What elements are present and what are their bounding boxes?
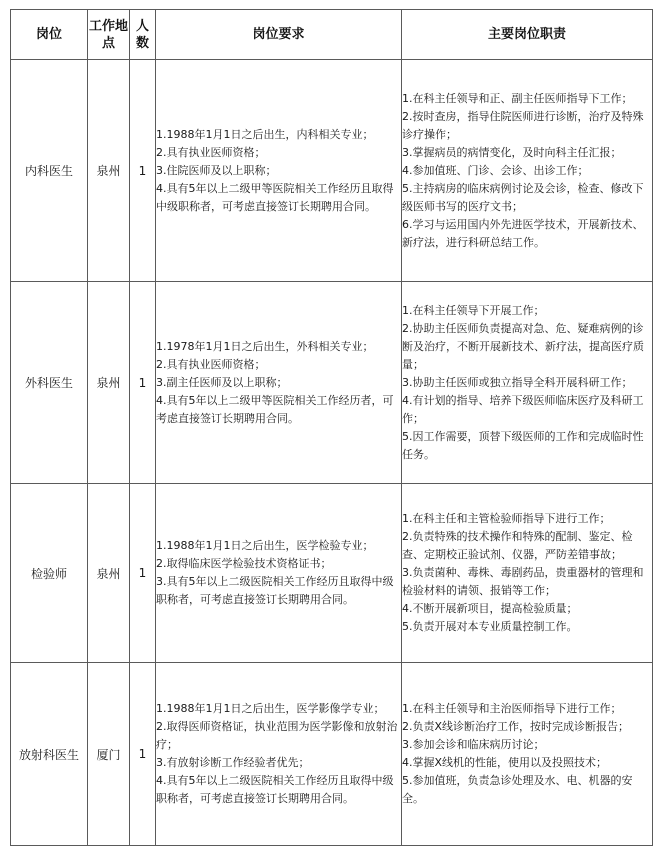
- duty-item: 4.有计划的指导、培养下级医师临床医疗及科研工作；: [402, 393, 644, 425]
- table-row: [11, 60, 653, 282]
- duties-list: [402, 700, 652, 808]
- duty-item: 2.负责X线诊断治疗工作，按时完成诊断报告；: [402, 720, 630, 733]
- cell-duties: [402, 60, 653, 282]
- cell-position: 内科医生: [11, 60, 88, 282]
- cell-count: 1: [130, 60, 156, 282]
- duties-list: [402, 510, 652, 636]
- duty-item: 5.参加值班，负责急诊处理及水、电、机器的安全。: [402, 774, 633, 805]
- requirement-item: 3.有放射诊断工作经验者优先；: [156, 756, 310, 769]
- requirements-list: [156, 126, 401, 216]
- cell-position: 检验师: [11, 484, 88, 663]
- cell-duties: [402, 484, 653, 663]
- cell-position: 放射科医生: [11, 663, 88, 846]
- table-row: [11, 282, 653, 484]
- requirement-item: 1.1988年1月1日之后出生，内科相关专业；: [156, 127, 374, 141]
- cell-duties: [402, 282, 653, 484]
- requirement-item: 4.具有5年以上二级医院相关工作经历且取得中级职称者，可考虑直接签订长期聘用合同。: [156, 774, 394, 805]
- cell-location: 泉州: [88, 60, 130, 282]
- table-row: [11, 663, 653, 846]
- header-count: 人数: [130, 10, 156, 60]
- duty-item: 3.掌握病员的病情变化，及时向科主任汇报；: [402, 145, 622, 159]
- duty-item: 1.在科主任领导和正、副主任医师指导下工作；: [402, 91, 633, 105]
- duties-list: [402, 90, 652, 252]
- cell-position: 外科医生: [11, 282, 88, 484]
- requirement-item: 2.具有执业医师资格；: [156, 357, 266, 371]
- cell-requirements: [156, 663, 402, 846]
- requirement-item: 3.具有5年以上二级医院相关工作经历且取得中级职称者，可考虑直接签订长期聘用合同。: [156, 575, 394, 606]
- requirement-item: 1.1988年1月1日之后出生，医学检验专业；: [156, 539, 374, 552]
- duty-item: 3.参加会诊和临床病历讨论；: [402, 738, 545, 751]
- duties-list: [402, 302, 652, 464]
- duty-item: 3.协助主任医师或独立指导全科开展科研工作；: [402, 375, 633, 389]
- cell-count: 1: [130, 663, 156, 846]
- requirements-list: [156, 700, 401, 808]
- duty-item: 2.按时查房，指导住院医师进行诊断，治疗及特殊诊疗操作；: [402, 109, 644, 141]
- duty-item: 4.不断开展新项目，提高检验质量；: [402, 602, 578, 615]
- requirement-item: 4.具有5年以上二级甲等医院相关工作经历且取得中级职称者，可考虑直接签订长期聘用合同。: [156, 181, 394, 213]
- cell-requirements: [156, 282, 402, 484]
- duty-item: 6.学习与运用国内外先进医学技术，开展新技术、新疗法，进行科研总结工作。: [402, 217, 644, 249]
- cell-location: 泉州: [88, 484, 130, 663]
- duty-item: 2.负责特殊的技术操作和特殊的配制、鉴定、检查、定期校正验试剂、仪器，严防差错事故；: [402, 530, 633, 561]
- duty-item: 5.因工作需要，顶替下级医师的工作和完成临时性任务。: [402, 429, 644, 461]
- header-position: 岗位: [11, 10, 88, 60]
- duty-item: 4.参加值班、门诊、会诊、出诊工作；: [402, 163, 589, 177]
- requirement-item: 4.具有5年以上二级甲等医院相关工作经历者，可考虑直接签订长期聘用合同。: [156, 393, 394, 425]
- requirement-item: 3.住院医师及以上职称；: [156, 163, 277, 177]
- requirement-item: 3.副主任医师及以上职称；: [156, 375, 288, 389]
- requirement-item: 1.1988年1月1日之后出生，医学影像学专业；: [156, 702, 385, 715]
- duty-item: 1.在科主任领导和主治医师指导下进行工作；: [402, 702, 622, 715]
- header-duties: 主要岗位职责: [402, 10, 653, 60]
- duty-item: 2.协助主任医师负责提高对急、危、疑难病例的诊断及治疗，不断开展新技术、新疗法，提高医疗质量；: [402, 321, 644, 371]
- cell-count: 1: [130, 484, 156, 663]
- header-requirements: 岗位要求: [156, 10, 402, 60]
- requirement-item: 2.取得医师资格证，执业范围为医学影像和放射治疗；: [156, 720, 398, 751]
- cell-duties: [402, 663, 653, 846]
- duty-item: 5.负责开展对本专业质量控制工作。: [402, 620, 578, 633]
- cell-requirements: [156, 60, 402, 282]
- duty-item: 4.掌握X线机的性能，使用以及投照技术；: [402, 756, 608, 769]
- table-row: [11, 484, 653, 663]
- requirement-item: 2.具有执业医师资格；: [156, 145, 266, 159]
- duty-item: 1.在科主任领导下开展工作；: [402, 303, 545, 317]
- requirements-list: [156, 537, 401, 609]
- requirements-list: [156, 338, 401, 428]
- cell-count: 1: [130, 282, 156, 484]
- recruitment-table: [10, 9, 653, 846]
- requirement-item: 2.取得临床医学检验技术资格证书；: [156, 557, 332, 570]
- header-location: 工作地点: [88, 10, 130, 60]
- duty-item: 3.负责菌种、毒株、毒剧药品，贵重器材的管理和检验材料的请领、报销等工作；: [402, 566, 644, 597]
- cell-location: 泉州: [88, 282, 130, 484]
- header-row: [11, 10, 653, 60]
- cell-requirements: [156, 484, 402, 663]
- duty-item: 1.在科主任和主管检验师指导下进行工作；: [402, 512, 611, 525]
- cell-location: 厦门: [88, 663, 130, 846]
- requirement-item: 1.1978年1月1日之后出生，外科相关专业；: [156, 339, 374, 353]
- duty-item: 5.主持病房的临床病例讨论及会诊，检查、修改下级医师书写的医疗文书；: [402, 181, 644, 213]
